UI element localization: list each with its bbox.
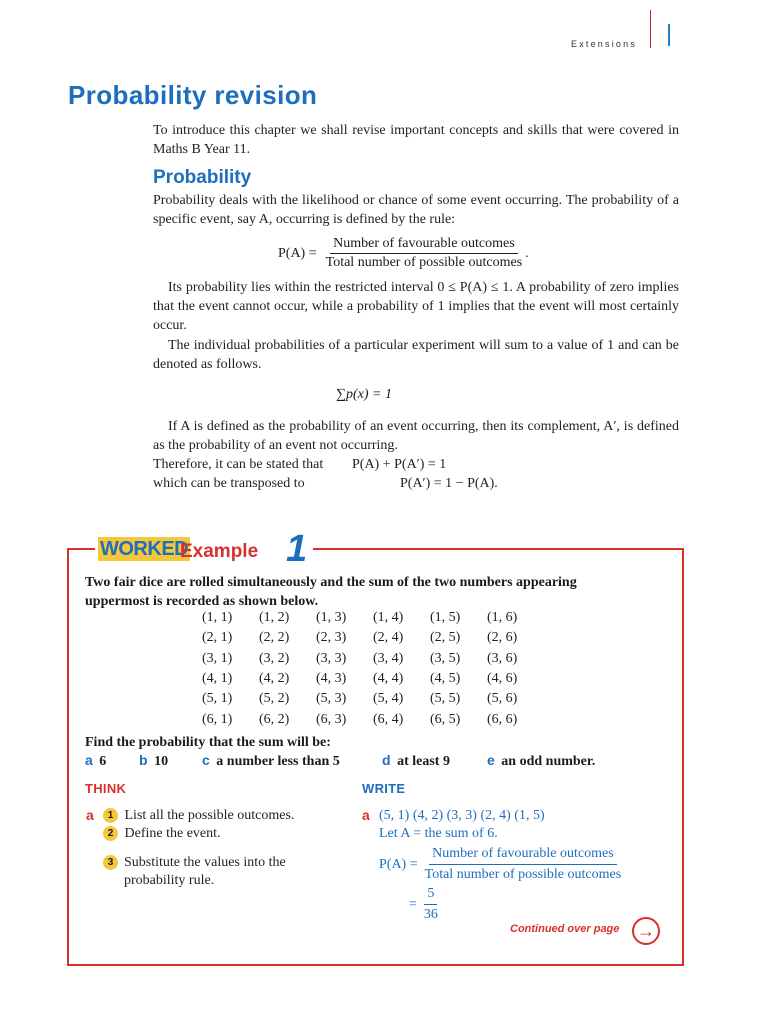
dice-outcome: (3, 1) — [202, 651, 233, 666]
write-formula-denominator: Total number of possible outcomes — [424, 867, 622, 882]
dice-outcome: (5, 1) — [202, 691, 233, 706]
write-outcomes: (5, 1) (4, 2) (3, 3) (2, 4) (1, 5) — [379, 808, 545, 823]
dice-outcome: (6, 2) — [259, 712, 290, 727]
paragraph-sum: The individual probabilities of a particular experiment will sum to a value of 1 and can be denoted as follows. — [153, 338, 679, 372]
dice-outcome: (5, 5) — [430, 691, 461, 706]
think-step-2 — [103, 825, 221, 843]
dice-outcome: (2, 3) — [316, 630, 347, 645]
dice-outcome: (4, 3) — [316, 671, 347, 686]
result-numerator: 5 — [424, 885, 437, 905]
step-1-text: List all the possible outcomes. — [124, 808, 295, 823]
complement-line-1-text: Therefore, it can be stated that — [153, 457, 324, 472]
complement-line-1-eq: P(A) + P(A′) = 1 — [352, 457, 447, 472]
think-part-a-letter: a — [86, 807, 94, 823]
header-rule-red — [650, 10, 651, 48]
write-formula-numerator: Number of favourable outcomes — [429, 845, 617, 865]
dice-outcome: (2, 2) — [259, 630, 290, 645]
result-equals: = — [409, 896, 417, 912]
part-e-text: an odd number. — [501, 754, 596, 769]
step-2-text: Define the event. — [124, 826, 221, 841]
part-a-text: 6 — [99, 754, 107, 769]
think-heading: THINK — [85, 781, 127, 796]
dice-outcome: (5, 4) — [373, 691, 404, 706]
formula-lhs: P(A) = — [278, 245, 317, 261]
part-c — [202, 752, 340, 770]
complement-line-2-eq: P(A′) = 1 − P(A). — [400, 476, 498, 491]
dice-outcome: (4, 4) — [373, 671, 404, 686]
step-2-badge: 2 — [103, 826, 118, 841]
dice-outcome: (2, 6) — [487, 630, 518, 645]
part-d-text: at least 9 — [397, 754, 450, 769]
dice-outcome: (2, 5) — [430, 630, 461, 645]
dice-outcome: (4, 2) — [259, 671, 290, 686]
header-rule-blue — [668, 24, 670, 46]
dice-outcome: (4, 6) — [487, 671, 518, 686]
formula-denominator: Total number of possible outcomes — [325, 255, 523, 270]
worked-label: WORKED — [100, 538, 189, 560]
think-step-3 — [103, 854, 118, 872]
write-result — [409, 885, 441, 924]
dice-outcome: (1, 4) — [373, 610, 404, 625]
probability-formula — [278, 236, 529, 271]
formula-numerator: Number of favourable outcomes — [330, 236, 518, 254]
intro-paragraph: To introduce this chapter we shall revise important concepts and skills that were covered in Maths B Year 11. — [153, 123, 679, 157]
part-d-letter: d — [382, 752, 391, 768]
step-3-badge: 3 — [103, 855, 118, 870]
box-top-rule-right — [313, 548, 682, 550]
step-1-badge: 1 — [103, 808, 118, 823]
part-e — [487, 752, 595, 770]
box-top-rule-left — [67, 548, 95, 550]
part-a — [85, 752, 106, 770]
dice-outcome: (5, 3) — [316, 691, 347, 706]
dice-outcome: (2, 1) — [202, 630, 233, 645]
step-3-text: Substitute the values into the probability rule. — [124, 855, 286, 888]
paragraph-definition: Probability deals with the likelihood or chance of some event occurring. The probability of a specific event, say A, occurring is defined by the rule: — [153, 193, 679, 227]
dice-outcome: (1, 5) — [430, 610, 461, 625]
dice-outcomes-grid — [202, 610, 542, 732]
dice-outcome: (5, 2) — [259, 691, 290, 706]
write-formula — [379, 845, 624, 884]
dice-outcome: (4, 1) — [202, 671, 233, 686]
dice-outcome: (1, 2) — [259, 610, 290, 625]
dice-outcome: (4, 5) — [430, 671, 461, 686]
arrow-right-icon[interactable]: → — [632, 917, 660, 945]
part-c-letter: c — [202, 752, 210, 768]
dice-outcome: (2, 4) — [373, 630, 404, 645]
sum-formula: ∑p(x) = 1 — [336, 387, 392, 402]
write-formula-lhs: P(A) = — [379, 856, 418, 872]
dice-outcome: (3, 5) — [430, 651, 461, 666]
part-e-letter: e — [487, 752, 495, 768]
complement-line-2-text: which can be transposed to — [153, 476, 305, 491]
result-fraction — [421, 885, 441, 924]
think-step-1 — [103, 807, 294, 825]
dice-outcome: (3, 3) — [316, 651, 347, 666]
dice-outcome: (3, 4) — [373, 651, 404, 666]
write-part-a-letter: a — [362, 807, 370, 823]
part-d — [382, 752, 450, 770]
page-title: Probability revision — [68, 80, 318, 110]
part-b-text: 10 — [154, 754, 169, 769]
formula-fraction — [323, 236, 526, 271]
example-number: 1 — [286, 528, 308, 570]
find-instruction: Find the probability that the sum will be: — [85, 735, 331, 750]
dice-outcome: (1, 3) — [316, 610, 347, 625]
paragraph-complement: If A is defined as the probability of an event occurring, then its complement, A′, is defined as the probability of an event not occurring. — [153, 419, 679, 453]
formula-end: . — [525, 245, 529, 261]
dice-outcome: (3, 6) — [487, 651, 518, 666]
worked-question: Two fair dice are rolled simultaneously and the sum of the two numbers appearing uppermost is recorded as shown below. — [85, 575, 577, 609]
dice-outcome: (6, 6) — [487, 712, 518, 727]
continued-over-page[interactable]: Continued over page — [510, 923, 620, 935]
write-heading: WRITE — [362, 781, 406, 796]
result-denominator: 36 — [423, 907, 438, 922]
part-c-text: a number less than 5 — [216, 754, 340, 769]
paragraph-interval: Its probability lies within the restricted interval 0 ≤ P(A) ≤ 1. A probability of zero implies that the event cannot occur, while a probability of 1 implies that the event will most certainly occur. — [153, 280, 679, 333]
dice-outcome: (6, 4) — [373, 712, 404, 727]
dice-outcome: (1, 6) — [487, 610, 518, 625]
part-b-letter: b — [139, 752, 148, 768]
write-define: Let A = the sum of 6. — [379, 826, 498, 841]
section-heading: Probability — [153, 167, 252, 188]
part-b — [139, 752, 168, 770]
dice-outcome: (5, 6) — [487, 691, 518, 706]
running-head: Extensions — [571, 39, 638, 49]
dice-outcome: (6, 1) — [202, 712, 233, 727]
dice-outcome: (6, 3) — [316, 712, 347, 727]
part-a-letter: a — [85, 752, 93, 768]
dice-outcome: (6, 5) — [430, 712, 461, 727]
write-formula-fraction — [422, 845, 625, 884]
dice-outcome: (1, 1) — [202, 610, 233, 625]
example-label: Example — [180, 541, 259, 562]
dice-outcome: (3, 2) — [259, 651, 290, 666]
